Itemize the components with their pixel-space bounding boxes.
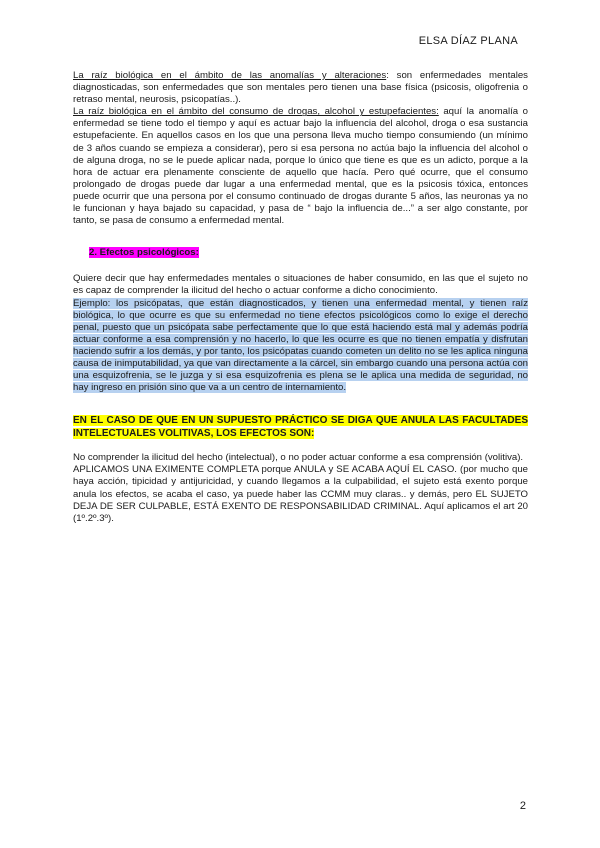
drogas-body: aquí la anomalía o enfermedad se tiene todo el tiempo y aquí es actuar bajo la influencia del alcohol, droga o esa sustancia estupefaciente. En aquellos casos en los que una persona lleva mucho tiempo consumiendo (un mínimo de 3 años cuando se empieza a considerar), pero si esa persona no actúa bajo la influencia del alcohol o de alguna droga, no se le puede aplicar nada, porque lo único que tiene es que es un adicto, porque a la hora de actuar era plenamente consciente de aquello que hacía. Pero qué ocurre, que el consumo prolongado de drogas puede dar lugar a una enfermedad mental, que es la psicosis tóxica, entonces puede ocurrir que una persona por el consumo continuado de drogas durante 5 años, las neuronas ya no le funcionan y haya bajado su capacidad, y pasa de “ bajo la influencia de...” a ser algo constante, por tanto, se pasa de consumo a enfermedad mental. [73, 106, 529, 227]
section-heading-efectos: 2. Efectos psicológicos: [89, 247, 199, 259]
paragraph-eximente: APLICAMOS UNA EXIMENTE COMPLETA porque ANULA y SE ACABA AQUÍ EL CASO. (por mucho que haya acción, tipicidad y antijuricidad, y cuando llegamos a la culpabilidad, el sujeto está exento porque anula los efectos, se acaba el caso, ya puede haber las CCMM muy claras.. y demás, pero EL SUJETO DEJA DE SER CULPABLE, ESTÁ EXENTO DE RESPONSABILIDAD CRIMINAL. Aquí aplicamos el art 20 (1º.2º.3º). [73, 464, 528, 524]
drogas-title: La raíz biológica en el ámbito del consumo de drogas, alcohol y estupefacientes: [73, 106, 439, 118]
ejemplo-highlight: Ejemplo: los psicópatas, que están diagnosticados, y tienen una enfermedad mental, y tienen raíz biológica, lo que ocurre es que su enfermedad no tiene efectos psicológicos como lo exige el derecho penal, puesto que un psicópata sabe perfectamente que lo que está haciendo está mal y además podría actuar conforme a esa comprensión y no hacerlo, lo que les ocurre es que no tienen empatía y disfrutan haciendo sufrir a los demás, y por tanto, los psicópatas cuando cometen un delito no se les aplica ninguna causa de inimputabilidad, ya que van directamente a la cárcel, sin embargo cuando una persona actúa con una esquizofrenia, se le juzga y si esa esquizofrenia es plena se le aplica una medida de seguridad, no hay ingreso en prisión sino que va a un centro de internamiento. [73, 297, 528, 394]
paragraph-ejemplo [73, 298, 528, 395]
document-body [73, 70, 528, 525]
anomalias-body: : son enfermedades mentales diagnosticadas, son enfermedades que son mentales pero tienen una base física (psicosis, oligofrenia o retraso mental, neurosis, psicopatías..). [73, 70, 528, 106]
author-header: ELSA DÍAZ PLANA [418, 35, 518, 47]
paragraph-no-comprender: No comprender la ilicitud del hecho (intelectual), o no poder actuar conforme a esa comprensión (volitiva). [73, 452, 524, 464]
anomalias-title: La raíz biológica en el ámbito de las anomalías y alteraciones [73, 70, 387, 81]
page-number: 2 [519, 800, 526, 812]
paragraph-efectos-intro: Quiere decir que hay enfermedades mentales o situaciones de haber consumido, en las que el sujeto no es capaz de comprender la ilicitud del hecho o actuar conforme a dicho conocimiento. [73, 273, 528, 297]
supuesto-heading: EN EL CASO DE QUE EN UN SUPUESTO PRÁCTICO SE DIGA QUE ANULA LAS FACULTADES INTELECTUALES VOLITIVAS, LOS EFECTOS SON: [73, 415, 528, 440]
paragraph-drogas [73, 106, 528, 227]
paragraph-anomalias [73, 70, 528, 106]
